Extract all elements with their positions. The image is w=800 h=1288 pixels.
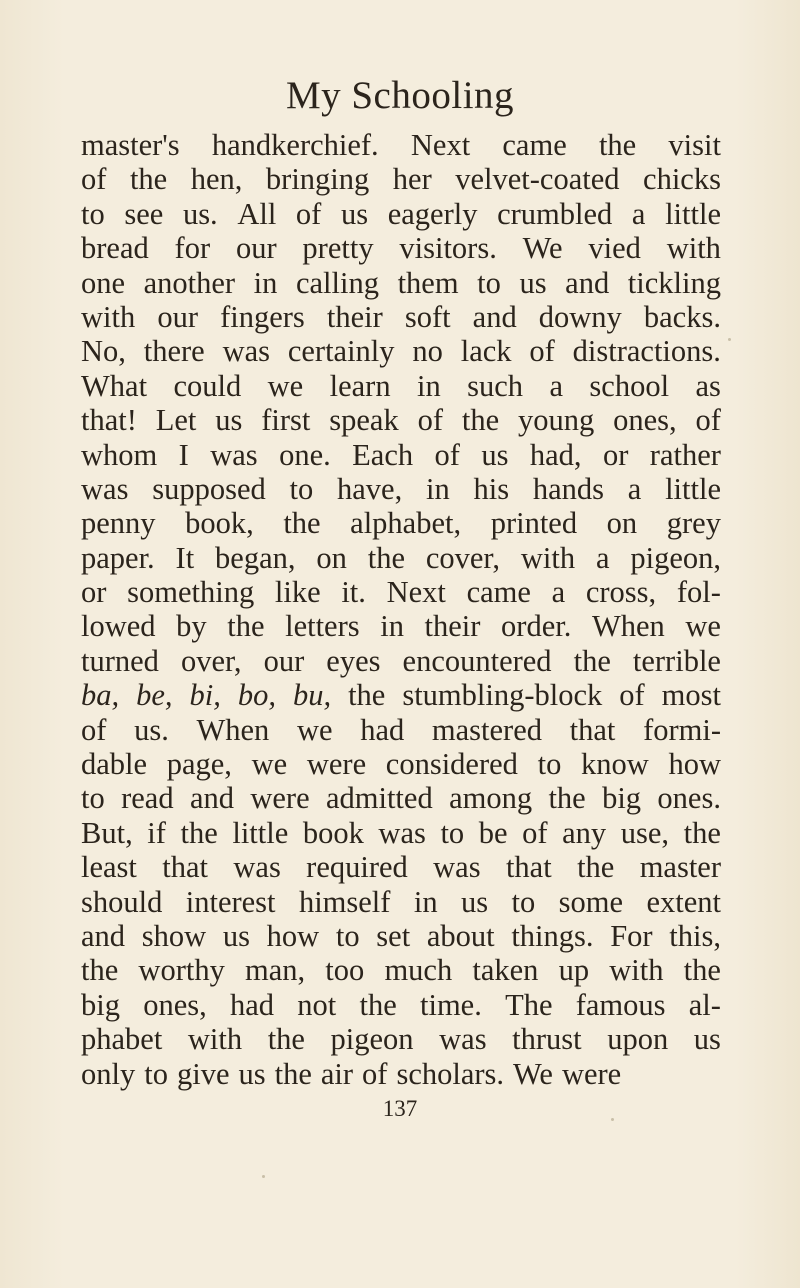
word: in [413, 884, 438, 919]
word: mastered [431, 712, 542, 747]
word: When [196, 712, 270, 747]
word: this, [669, 918, 721, 953]
word: and [189, 781, 234, 816]
text-line [81, 1057, 721, 1091]
word: the [573, 643, 611, 678]
word: in [380, 609, 404, 644]
word: lack [460, 334, 512, 369]
word: that [162, 850, 209, 885]
word: of [81, 712, 107, 747]
word: What [81, 368, 148, 403]
word: grey [666, 506, 721, 541]
word: one. [279, 437, 331, 472]
text-line [81, 885, 721, 919]
text-line [81, 162, 721, 196]
text-line [81, 231, 721, 265]
word: only [81, 1056, 136, 1091]
word: another [143, 265, 236, 300]
word: the [274, 1056, 312, 1091]
word: be, [136, 678, 173, 713]
word: us [481, 437, 509, 472]
word: admitted [325, 781, 433, 816]
word: we [685, 609, 721, 644]
word: we [251, 747, 288, 782]
word: a [595, 540, 610, 575]
text-line [81, 747, 721, 781]
word: the [359, 987, 397, 1022]
word: how [266, 918, 320, 953]
word: calling [295, 265, 379, 300]
word: visitors. [399, 231, 497, 266]
word: our [263, 643, 305, 678]
word: We [522, 231, 563, 266]
word: When [591, 609, 665, 644]
word: famous [575, 987, 666, 1022]
word: us [340, 196, 369, 231]
word: Let [155, 403, 197, 438]
word: ones, [613, 403, 677, 438]
word: or [81, 575, 107, 610]
word: among [449, 781, 533, 816]
word: on [316, 540, 347, 575]
text-line [81, 506, 721, 540]
word: one [81, 265, 126, 300]
word: printed [490, 506, 578, 541]
word: book, [185, 506, 254, 541]
word: We [513, 1056, 553, 1091]
word: tickling [627, 265, 721, 300]
text-line [81, 575, 721, 609]
word: there [143, 334, 205, 369]
word: a [627, 471, 642, 506]
word: to [477, 265, 501, 300]
word: of [295, 196, 322, 231]
word: a [549, 368, 564, 403]
word: little [665, 471, 721, 506]
word: began, [215, 540, 296, 575]
text-line [81, 1022, 721, 1056]
word: ba, [81, 678, 120, 713]
word: with [666, 231, 721, 266]
word: eyes [326, 643, 381, 678]
word: formi- [643, 712, 721, 747]
word: our [235, 231, 277, 266]
word: soft [404, 299, 451, 334]
word: had, [529, 437, 582, 472]
word: too [325, 953, 365, 988]
word: to [537, 747, 562, 782]
word: of [81, 162, 107, 197]
word: of [695, 403, 721, 438]
word: of [417, 403, 443, 438]
text-line [81, 266, 721, 300]
word: see [124, 196, 164, 231]
word: certainly [287, 334, 395, 369]
word: like [274, 575, 321, 610]
word: velvet-coated [455, 162, 620, 197]
word: was [222, 334, 270, 369]
word: Next [386, 575, 446, 610]
word: cover, [425, 540, 500, 575]
word: came [502, 128, 567, 162]
page-number: 137 [382, 1096, 418, 1121]
word: of [434, 437, 460, 472]
word: her [392, 162, 432, 197]
word: was [210, 437, 258, 472]
word: about [426, 918, 495, 953]
word: worthy [138, 953, 225, 988]
word: was [433, 850, 481, 885]
word: us [215, 403, 243, 438]
word: eagerly [387, 196, 478, 231]
word: use, [620, 815, 670, 850]
word: thrust [512, 1022, 582, 1057]
word: upon [607, 1022, 669, 1057]
word: of [522, 815, 548, 850]
word: page, [166, 747, 232, 782]
word: us [519, 265, 547, 300]
word: of [362, 1056, 388, 1091]
word: book [302, 815, 364, 850]
text-line [81, 472, 721, 506]
word: the [367, 540, 405, 575]
paper-speck [728, 338, 731, 341]
word: the [598, 128, 637, 162]
word: that! [81, 403, 137, 438]
word: us. [134, 712, 169, 747]
word: ones. [657, 781, 721, 816]
word: it. [341, 575, 366, 610]
word: rather [649, 437, 721, 472]
word: terrible [632, 643, 721, 678]
word: the [683, 815, 721, 850]
word: For [610, 918, 653, 953]
word: No, [81, 334, 126, 369]
word: the [548, 781, 586, 816]
word: the [129, 162, 168, 197]
word: a [551, 575, 566, 610]
word: we [267, 368, 304, 403]
word: not [297, 987, 337, 1022]
word: bu, [292, 678, 332, 713]
word: by [176, 609, 207, 644]
word: in [417, 368, 441, 403]
text-line [81, 644, 721, 678]
word: to [144, 1056, 168, 1091]
word: and [81, 918, 126, 953]
word: little [232, 815, 289, 850]
word: them [397, 265, 459, 300]
word: ones, [143, 987, 207, 1022]
word: penny [81, 506, 156, 541]
text-line [81, 988, 721, 1022]
word: pretty [302, 231, 374, 266]
word: al- [688, 987, 721, 1022]
word: us [693, 1022, 721, 1057]
word: scholars. [396, 1056, 505, 1091]
word: to [81, 781, 105, 816]
word: that [505, 850, 552, 885]
word: crumbled [497, 196, 613, 231]
word: master [639, 850, 721, 885]
word: chicks [643, 162, 721, 197]
word: alphabet, [350, 506, 462, 541]
word: the [348, 678, 386, 713]
word: considered [385, 747, 518, 782]
word: turned [81, 643, 159, 678]
word: us [238, 1056, 266, 1091]
word: if [147, 815, 166, 850]
word: the [180, 815, 218, 850]
word: cross, [585, 575, 657, 610]
word: any [562, 815, 607, 850]
word: us [460, 884, 489, 919]
word: handkerchief. [211, 128, 379, 162]
word: letters [285, 609, 360, 644]
word: hands [532, 471, 604, 506]
word: encountered [402, 643, 552, 678]
word: of [619, 678, 645, 713]
word: least [81, 850, 137, 885]
word: us [222, 918, 250, 953]
word: young [517, 403, 595, 438]
word: supposed [152, 471, 266, 506]
paper-speck [611, 1118, 614, 1121]
word: big [602, 781, 642, 816]
word: himself [298, 884, 391, 919]
word: pigeon [330, 1022, 414, 1057]
word: were [306, 747, 367, 782]
word: interest [185, 884, 276, 919]
word: was [81, 471, 129, 506]
word: vied [588, 231, 641, 266]
word: be [478, 815, 508, 850]
word: have, [337, 471, 403, 506]
word: with [187, 1022, 243, 1057]
word: such [467, 368, 524, 403]
word: required [306, 850, 408, 885]
word: order. [501, 609, 572, 644]
word: things. [511, 918, 594, 953]
word: school [589, 368, 670, 403]
word: to [440, 815, 465, 850]
word: set [376, 918, 411, 953]
text-line [81, 403, 721, 437]
word: could [173, 368, 242, 403]
word: show [141, 918, 207, 953]
word: in [425, 471, 450, 506]
text-line [81, 369, 721, 403]
word: master's [81, 128, 180, 162]
body-text [81, 128, 721, 1091]
running-head: My Schooling [285, 74, 515, 117]
text-line [81, 541, 721, 575]
word: or [602, 437, 629, 472]
word: we [296, 712, 333, 747]
text-line [81, 781, 721, 815]
word: were [561, 1056, 622, 1091]
word: to [289, 471, 314, 506]
word: to [81, 196, 105, 231]
word: his [473, 471, 510, 506]
word: something [127, 575, 255, 610]
text-line [81, 438, 721, 472]
text-line [81, 197, 721, 231]
text-line [81, 919, 721, 953]
word: Next [410, 128, 471, 162]
word: the [683, 953, 721, 988]
text-line [81, 713, 721, 747]
word: learn [329, 368, 391, 403]
word: paper. [81, 540, 155, 575]
word: air [320, 1056, 354, 1091]
word: hen, [190, 162, 243, 197]
word: had [230, 987, 275, 1022]
text-line [81, 334, 721, 368]
word: in [253, 265, 278, 300]
word: bringing [265, 162, 370, 197]
word: and [565, 265, 610, 300]
word: was [439, 1022, 487, 1057]
word: with [81, 299, 136, 334]
word: time. [420, 987, 482, 1022]
word: It [175, 540, 195, 575]
word: I [178, 437, 189, 472]
text-line [81, 953, 721, 987]
word: that [569, 712, 616, 747]
word: should [81, 884, 163, 919]
word: taken [472, 953, 539, 988]
word: Each [352, 437, 414, 472]
word: had [360, 712, 405, 747]
text-line [81, 128, 721, 162]
word: read [121, 781, 174, 816]
word: little [665, 196, 721, 231]
word: give [176, 1056, 230, 1091]
word: the [81, 953, 119, 988]
word: big [81, 987, 120, 1022]
word: extent [646, 884, 721, 919]
word: to [335, 918, 360, 953]
paper-speck [262, 1175, 265, 1178]
word: a [631, 196, 646, 231]
word: The [505, 987, 553, 1022]
word: how [668, 747, 721, 782]
word: and [472, 299, 517, 334]
text-line [81, 678, 721, 712]
text-line [81, 816, 721, 850]
word: lowed [81, 609, 156, 644]
word: downy [538, 299, 622, 334]
word: our [157, 299, 198, 334]
word: up [558, 953, 590, 988]
word: for [174, 231, 211, 266]
text-line [81, 850, 721, 884]
word: dable [81, 747, 148, 782]
word: All [237, 196, 277, 231]
word: fingers [220, 299, 305, 334]
word: over, [180, 643, 242, 678]
word: the [577, 850, 615, 885]
word: their [326, 299, 383, 334]
word: of [529, 334, 555, 369]
word: the [461, 403, 500, 438]
word: whom [81, 437, 158, 472]
word: the [283, 506, 321, 541]
word: pigeon, [630, 540, 721, 575]
word: were [250, 781, 310, 816]
word: stumbling-block [402, 678, 603, 713]
word: their [424, 609, 481, 644]
word: was [378, 815, 426, 850]
word: the [267, 1022, 305, 1057]
word: to [511, 884, 536, 919]
word: distractions. [572, 334, 721, 369]
word: bi, [189, 678, 221, 713]
word: speak [329, 403, 399, 438]
word: know [581, 747, 649, 782]
text-line [81, 300, 721, 334]
word: But, [81, 815, 133, 850]
word: most [661, 678, 721, 713]
word: on [606, 506, 638, 541]
word: much [384, 953, 453, 988]
word: was [233, 850, 281, 885]
word: backs. [643, 299, 721, 334]
word: phabet [81, 1022, 163, 1057]
word: as [695, 368, 721, 403]
word: no [412, 334, 443, 369]
word: visit [668, 128, 721, 162]
word: bread [81, 231, 149, 266]
word: came [466, 575, 531, 610]
word: man, [245, 953, 306, 988]
word: first [261, 403, 311, 438]
word: fol- [676, 575, 721, 610]
word: with [520, 540, 576, 575]
word: bo, [237, 678, 276, 713]
word: us. [182, 196, 218, 231]
text-line [81, 609, 721, 643]
word: the [227, 609, 265, 644]
word: with [609, 953, 664, 988]
word: some [558, 884, 624, 919]
